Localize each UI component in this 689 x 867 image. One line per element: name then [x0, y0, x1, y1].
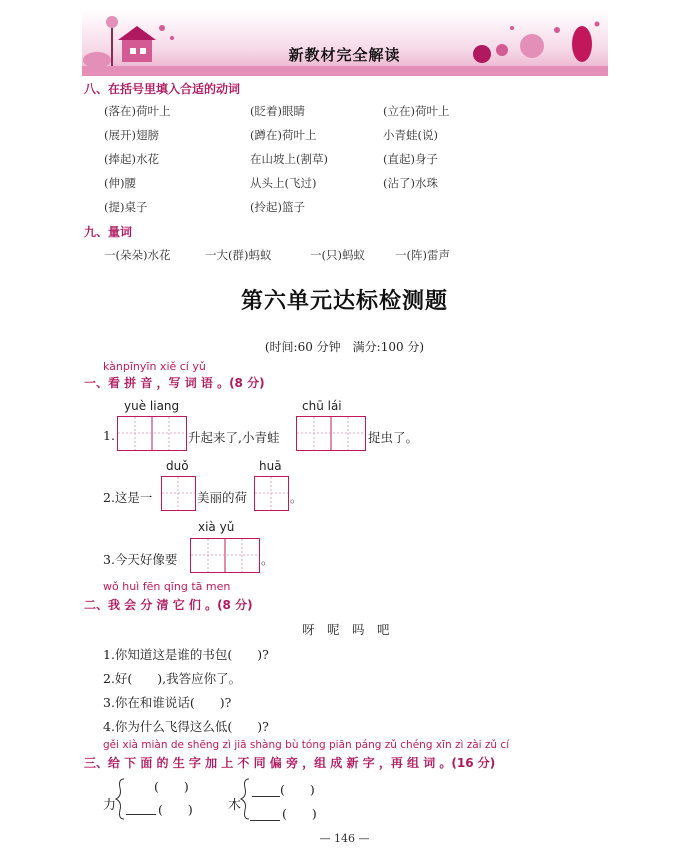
q1-pinyin-b: chū lái [302, 399, 342, 413]
q1-number: 1. [103, 428, 115, 443]
q2-pinyin-b: huā [259, 459, 282, 473]
part1-title: 一、看 拼 音 ，写 词 语 。(8 分) [84, 376, 265, 390]
q2-end-text: 。 [290, 490, 303, 505]
q1-answer-box-a[interactable] [117, 416, 187, 451]
s9-item-2: 一大(群)蚂蚁 [205, 248, 272, 262]
q3-number: 3.今天好像要 [103, 552, 178, 567]
q1-answer-box-b[interactable] [296, 416, 366, 451]
s8-r3-c1: (捧起)水花 [104, 152, 159, 166]
part3-char-a: 力 [103, 798, 117, 813]
q2-number: 2.这是一 [103, 490, 153, 505]
part2-question-4: 4.你为什么飞得这么低( )? [103, 719, 269, 734]
s8-r1-c1: (落在)荷叶上 [104, 104, 171, 118]
part2-title: 二、我 会 分 清 它 们 。(8 分) [84, 598, 253, 612]
s8-r1-c3: (立在)荷叶上 [383, 104, 450, 118]
q1-pinyin-a: yuè liang [124, 399, 180, 413]
part3-brace-a [114, 774, 144, 824]
q1-middle-text: 升起来了,小青蛙 [188, 430, 280, 445]
s8-r4-c3: (沾了)水珠 [383, 176, 438, 190]
header-title: 新教材完全解读 [288, 46, 401, 64]
s9-item-1: 一(朵朵)水花 [104, 248, 171, 262]
part3-title: 三、给 下 面 的 生 字 加 上 不 同 偏 旁 ，组 成 新 字 ，再 组 词 。(16 分) [84, 756, 496, 770]
s8-r2-c2: (蹲在)荷叶上 [250, 128, 317, 142]
part2-question-2: 2.好( ),我答应你了。 [103, 671, 242, 686]
unit-subtitle: (时间:60 分钟 满分:100 分) [264, 340, 425, 354]
part3-char-b: 木 [228, 798, 242, 813]
s8-r4-c2: 从头上(飞过) [250, 176, 317, 190]
q3-pinyin: xià yǔ [198, 520, 235, 534]
part3-a-paren-1[interactable]: ( ) [154, 779, 189, 794]
s8-r2-c3: 小青蛙(说) [383, 128, 438, 142]
s8-r5-c1: (提)桌子 [104, 200, 148, 214]
q1-end-text: 捉虫了。 [368, 430, 419, 445]
part3-b-paren-2[interactable]: ( ) [282, 806, 317, 821]
s8-r4-c1: (伸)腰 [104, 176, 136, 190]
s8-r5-c2: (拎起)篮子 [250, 200, 305, 214]
part2-question-1: 1.你知道这是谁的书包( )? [103, 647, 269, 662]
s8-r2-c1: (展开)翅膀 [104, 128, 159, 142]
s8-r3-c2: 在山坡上(割草) [250, 152, 328, 166]
part2-question-3: 3.你在和谁说话( )? [103, 695, 232, 710]
header-banner [82, 10, 608, 76]
part3-b-paren-1[interactable]: ( ) [280, 782, 315, 797]
part1-pinyin: kànpīnyīn xiě cí yǔ [103, 360, 206, 373]
part2-word-options: 呀 呢 吗 吧 [302, 622, 390, 637]
unit-title: 第六单元达标检测题 [240, 288, 448, 314]
q3-end-text: 。 [261, 552, 274, 567]
s9-item-4: 一(阵)雷声 [395, 248, 450, 262]
part2-pinyin: wǒ huì fēn qīng tā men [103, 580, 231, 593]
part3-b-blank-2[interactable] [250, 820, 280, 821]
part3-a-blank-2[interactable] [126, 814, 156, 815]
page-number: — 146 — [319, 832, 370, 845]
part3-a-paren-2[interactable]: ( ) [158, 802, 193, 817]
s9-item-3: 一(只)蚂蚁 [310, 248, 365, 262]
q3-answer-box[interactable] [190, 538, 260, 573]
s8-r1-c2: (眨着)眼睛 [250, 104, 305, 118]
part3-b-blank-1[interactable] [252, 796, 280, 797]
q2-answer-box-a[interactable] [161, 476, 196, 511]
q2-pinyin-a: duǒ [166, 459, 189, 473]
q2-answer-box-b[interactable] [254, 476, 289, 511]
q2-middle-text: 美丽的荷 [197, 490, 248, 505]
part3-brace-b [239, 774, 269, 824]
section-8-title: 八、在括号里填入合适的动词 [84, 82, 241, 96]
part3-pinyin: gěi xià miàn de shēng zì jiā shàng bù tóng piān páng zǔ chéng xīn zì zài zǔ cí [103, 739, 510, 751]
section-9-title: 九、量词 [84, 225, 133, 239]
s8-r3-c3: (直起)身子 [383, 152, 438, 166]
